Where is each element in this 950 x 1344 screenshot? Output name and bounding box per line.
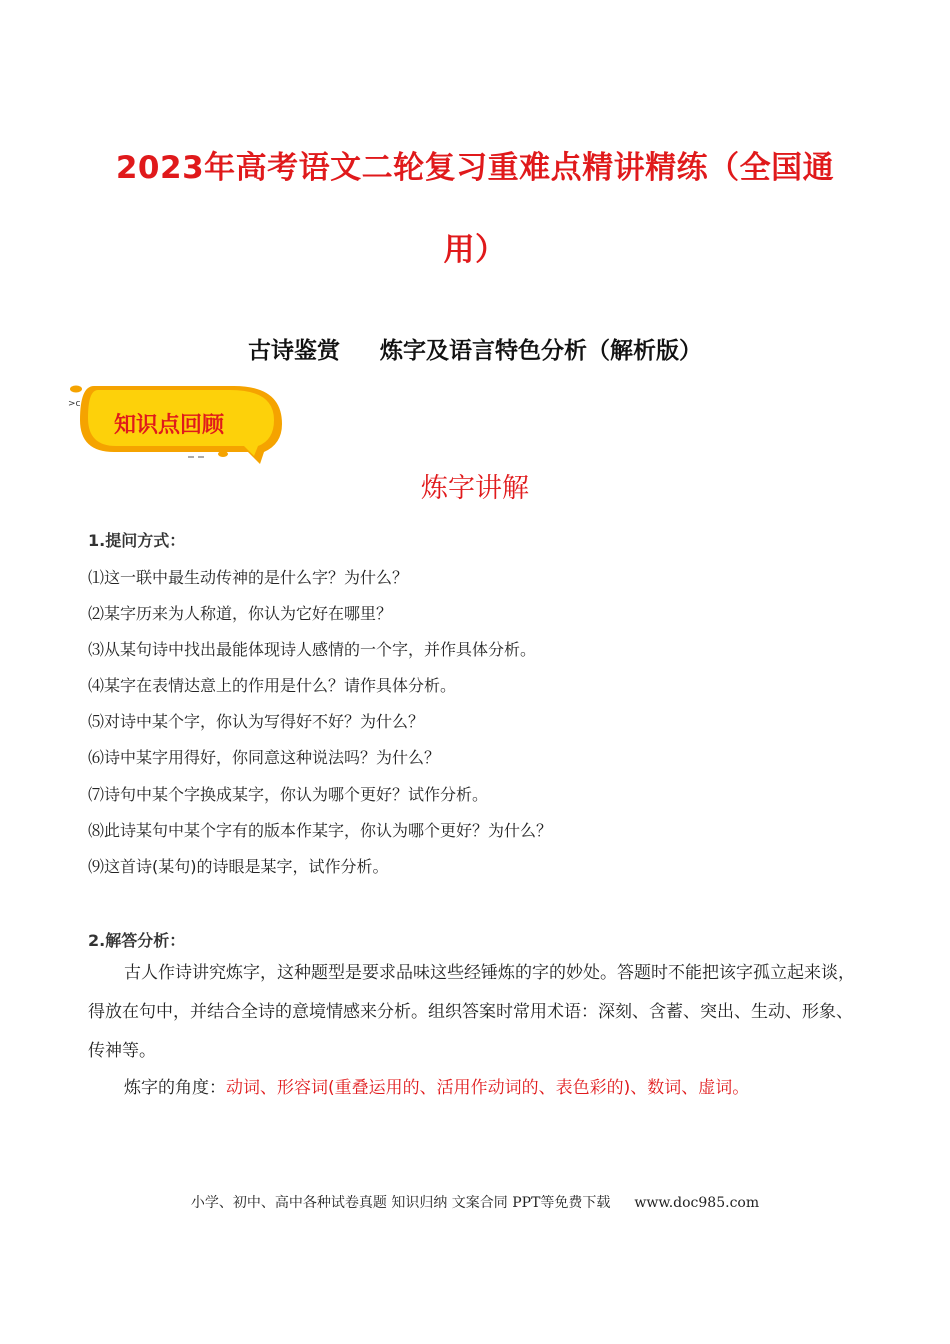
answer-paragraph: 古人作诗讲究炼字，这种题型是要求品味这些经锤炼的字的妙处。答题时不能把该字孤立起来谈，得放在句中，并结合全诗的意境情感来分析。组织答案时常用术语：深刻、含蓄、突出、生动、形象、传神等。 [88, 963, 855, 1061]
question-item: ⑺诗句中某个字换成某字，你认为哪个更好？试作分析。 [88, 785, 489, 804]
question-item: ⑻此诗某句中某个字有的版本作某字，你认为哪个更好？为什么？ [88, 821, 553, 840]
document-subtitle [0, 332, 950, 365]
document-title-line-1: 2023年高考语文二轮复习重难点精讲精练（全国通 [115, 150, 835, 186]
question-item: ⑶从某句诗中找出最能体现诗人感情的一个字，并作具体分析。 [88, 640, 537, 659]
footer-text: 小学、初中、高中各种试卷真题 知识归纳 文案合同 PPT等免费下载 [190, 1195, 611, 1211]
knowledge-review-badge [64, 382, 294, 472]
subtitle-right: 炼字及语言特色分析（解析版） [380, 338, 702, 364]
footer-url[interactable]: www.doc985.com [634, 1195, 760, 1211]
question-item: ⑷某字在表情达意上的作用是什么？请作具体分析。 [88, 676, 457, 695]
page-footer [0, 1192, 950, 1212]
question-item: ⑸对诗中某个字，你认为写得好不好？为什么？ [88, 712, 425, 731]
question-item: ⑼这首诗(某句)的诗眼是某字，试作分析。 [88, 857, 389, 876]
svg-text:>c: >c [68, 399, 81, 409]
question-item: ⑴这一联中最生动传神的是什么字？为什么？ [88, 568, 409, 587]
angle-highlight: 动词、形容词(重叠运用的、活用作动词的、表色彩的)、数词、虚词。 [226, 1078, 750, 1098]
question-item: ⑵某字历来为人称道，你认为它好在哪里？ [88, 604, 393, 623]
angle-prefix: 炼字的角度： [124, 1078, 226, 1098]
answer-heading: 2.解答分析： [88, 931, 186, 950]
section-title: 炼字讲解 [421, 473, 529, 504]
question-heading: 1.提问方式： [88, 531, 186, 550]
question-item: ⑹诗中某字用得好，你同意这种说法吗？为什么？ [88, 748, 441, 767]
subtitle-left: 古诗鉴赏 [248, 338, 340, 364]
badge-label: 知识点回顾 [114, 412, 225, 438]
document-title-line-2: 用） [443, 232, 507, 268]
angle-paragraph [88, 1069, 868, 1108]
